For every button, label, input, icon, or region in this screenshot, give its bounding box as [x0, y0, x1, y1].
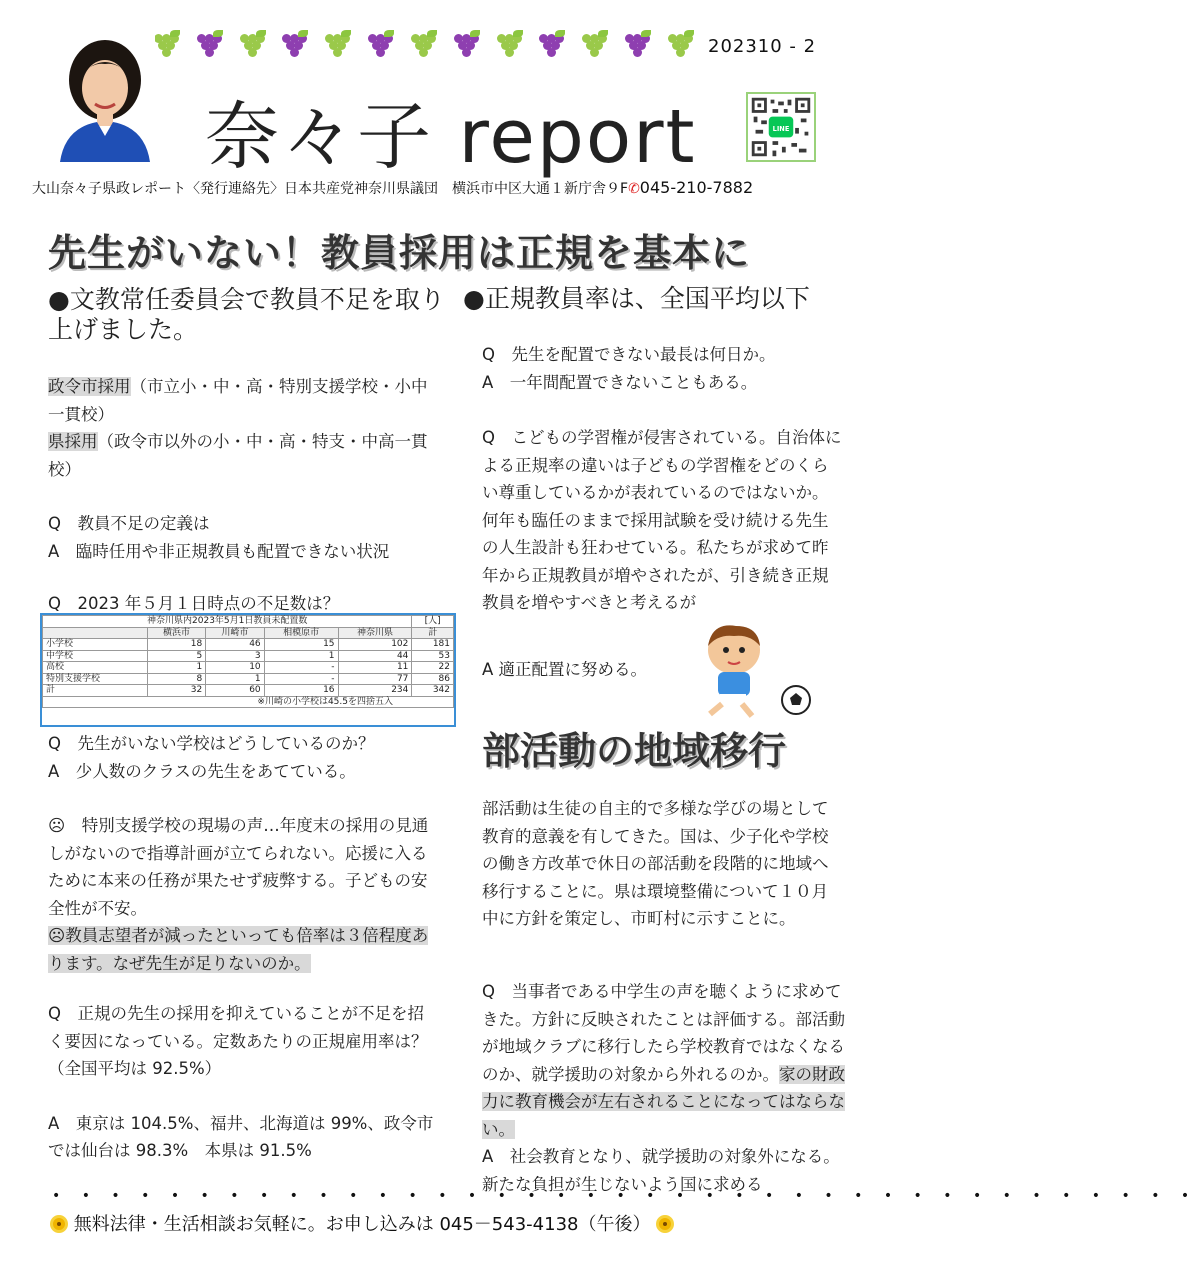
qa-regular-rate [48, 1000, 440, 1165]
table-cell: 1 [264, 650, 338, 662]
table-row [43, 639, 454, 651]
grape-icon [364, 28, 400, 58]
grape-icon [321, 28, 357, 58]
table-cell: 16 [264, 685, 338, 697]
table-row [43, 650, 454, 662]
table-cell: 102 [338, 639, 412, 651]
table-cell: 10 [206, 662, 264, 674]
newsletter-title: 奈々子 report [205, 94, 697, 180]
table-cell: 1 [206, 673, 264, 685]
question-highlight: 家の財政力に教育機会が左右されることになってはならない。 [482, 1064, 845, 1139]
issue-number: 202310 - 2 [708, 36, 817, 57]
left-intro [48, 373, 438, 483]
qa-definition [48, 510, 448, 565]
sunflower-icon [656, 1215, 674, 1233]
table-cell: 18 [147, 639, 205, 651]
table-cell: 181 [412, 639, 454, 651]
question: Q 教員不足の定義は [48, 514, 210, 533]
table-unit: [人] [412, 616, 454, 628]
table-cell: 77 [338, 673, 412, 685]
contact-phone[interactable]: 045-210-7882 [639, 178, 754, 197]
grape-icon [193, 28, 229, 58]
grape-icon [407, 28, 443, 58]
field-voices [48, 812, 438, 977]
table-cell: 8 [147, 673, 205, 685]
phone-icon: ✆ [628, 181, 640, 197]
author-photo [55, 32, 155, 162]
table-cell: 86 [412, 673, 454, 685]
table-note: ※川崎の小学校は45.5を四捨五入 [43, 696, 454, 708]
city-hiring-desc: （市立小・中・高・特別支援学校・小中一貫校） [48, 377, 428, 424]
footer-divider: • • • • • • • • • • • • • • • • • • • • • • • • • • • • • • • • • • • • • • • [52, 1188, 1198, 1204]
left-heading: ●文教常任委員会で教員不足を取り上げました。 [48, 285, 445, 344]
sunflower-icon [50, 1215, 68, 1233]
pref-hiring-label: 県採用 [48, 432, 98, 451]
city-hiring-label: 政令市採用 [48, 377, 131, 396]
grape-decoration [150, 28, 700, 64]
question: Q 先生を配置できない最長は何日か。 [482, 345, 776, 364]
table-header-cell: 神奈川県 [338, 627, 412, 639]
question: Q 正規の先生の採用を抑えていることが不足を招く要因になっている。定数あたりの正規雇用率は？（全国平均は 92.5%） [48, 1004, 428, 1078]
voice-applicants: ☹教員志望者が減ったといっても倍率は３倍程度あります。なぜ先生が足りないのか。 [48, 926, 429, 973]
table-row-label: 中学校 [43, 650, 148, 662]
qr-line-label: LINE [772, 124, 790, 133]
table-header-cell: 計 [412, 627, 454, 639]
qa-club [482, 978, 846, 1198]
grape-icon [664, 28, 700, 58]
grape-icon [535, 28, 571, 58]
shortage-table [40, 613, 456, 727]
table-cell: 46 [206, 639, 264, 651]
section-heading-club: 部活動の地域移行 [482, 729, 787, 773]
qa-learning-rights: Q こどもの学習権が侵害されている。自治体による正規率の違いは子どもの学習権をどのくらい尊重しているかが表れているのではないか。何年も臨任のままで採用試験を受け続ける先生の人生設計も狂わせている。私たちが求めて昨年から正規教員が増やされたが、引き続き正規教員を増やすべきと考えるが [482, 428, 842, 612]
question-shortage: Q 2023 年５月１日時点の不足数は？ [48, 594, 340, 613]
table-cell: - [264, 662, 338, 674]
footer-consultation [50, 1210, 674, 1236]
answer: A 東京は 104.5%、福井、北海道は 99%、政令市では仙台は 98.3% 本県は 91.5% [48, 1113, 434, 1160]
table-header-cell: 川崎市 [206, 627, 264, 639]
table-cell: 234 [338, 685, 412, 697]
grape-icon [150, 28, 186, 58]
answer: A 社会教育となり、就学援助の対象外になる。新たな負担が生じないよう国に求める [482, 1147, 840, 1194]
table-row [43, 673, 454, 685]
table-cell: 32 [147, 685, 205, 697]
table-caption: 神奈川県内2023年5月1日教員未配置数 [43, 616, 412, 628]
table-cell: 60 [206, 685, 264, 697]
soccer-boy-illustration [692, 620, 822, 720]
answer: A 一年間配置できないこともある。 [482, 372, 758, 392]
question: Q 先生がいない学校はどうしているのか？ [48, 734, 375, 753]
grape-icon [493, 28, 529, 58]
contact-line [32, 178, 753, 198]
table-row [43, 662, 454, 674]
table-header-cell: 相模原市 [264, 627, 338, 639]
answer-placement: A 適正配置に努める。 [482, 660, 648, 679]
table-row [43, 685, 454, 697]
table-header-cell [43, 627, 148, 639]
table-row-label: 特別支援学校 [43, 673, 148, 685]
table-header-cell: 横浜市 [147, 627, 205, 639]
table-cell: 11 [338, 662, 412, 674]
main-headline: 先生がいない！教員採用は正規を基本に [48, 231, 751, 275]
right-heading: ●正規教員率は、全国平均以下 [463, 284, 810, 313]
grape-icon [578, 28, 614, 58]
grape-icon [450, 28, 486, 58]
question: Q 当事者である中学生の声を聴くように求めてきた。方針に反映されたことは評価する。部活動が地域クラブに移行したら学校教育ではなくなるのか、就学援助の対象から外れるのか。 [482, 982, 845, 1084]
club-intro: 部活動は生徒の自主的で多様な学びの場として教育的意義を有してきた。国は、少子化や学校の働き方改革で休日の部活動を段階的に地域へ移行することに。県は環境整備について１０月中に方針を策定し、市町村に示すことに。 [482, 799, 829, 928]
table-cell: 1 [147, 662, 205, 674]
answer: A 臨時任用や非正規教員も配置できない状況 [48, 541, 390, 561]
grape-icon [236, 28, 272, 58]
table-cell: 5 [147, 650, 205, 662]
table-cell: 3 [206, 650, 264, 662]
qa-no-teacher [48, 730, 448, 785]
answer: A 少人数のクラスの先生をあてている。 [48, 761, 356, 781]
grape-icon [621, 28, 657, 58]
table-row-label: 小学校 [43, 639, 148, 651]
pref-hiring-desc: （政令市以外の小・中・高・特支・中高一貫校） [48, 432, 428, 479]
table-row-label: 計 [43, 685, 148, 697]
footer-text: 無料法律・生活相談お気軽に。お申し込みは 045－543-4138（午後） [73, 1214, 651, 1235]
line-qr-code[interactable] [746, 92, 816, 162]
grape-icon [278, 28, 314, 58]
table-cell: 22 [412, 662, 454, 674]
voice-special-school: ☹ 特別支援学校の現場の声…年度末の採用の見通しがないので指導計画が立てられない。応援に入るために本来の任務が果たせず疲弊する。子どもの安全性が不安。 [48, 816, 429, 918]
table-row-label: 高校 [43, 662, 148, 674]
table-cell: 342 [412, 685, 454, 697]
table-cell: 15 [264, 639, 338, 651]
table-cell: 44 [338, 650, 412, 662]
table-cell: - [264, 673, 338, 685]
table-cell: 53 [412, 650, 454, 662]
contact-address: 大山奈々子県政レポート〈発行連絡先〉日本共産党神奈川県議団 横浜市中区大通１新庁舎９F [32, 181, 629, 197]
qa-longest [482, 341, 852, 396]
